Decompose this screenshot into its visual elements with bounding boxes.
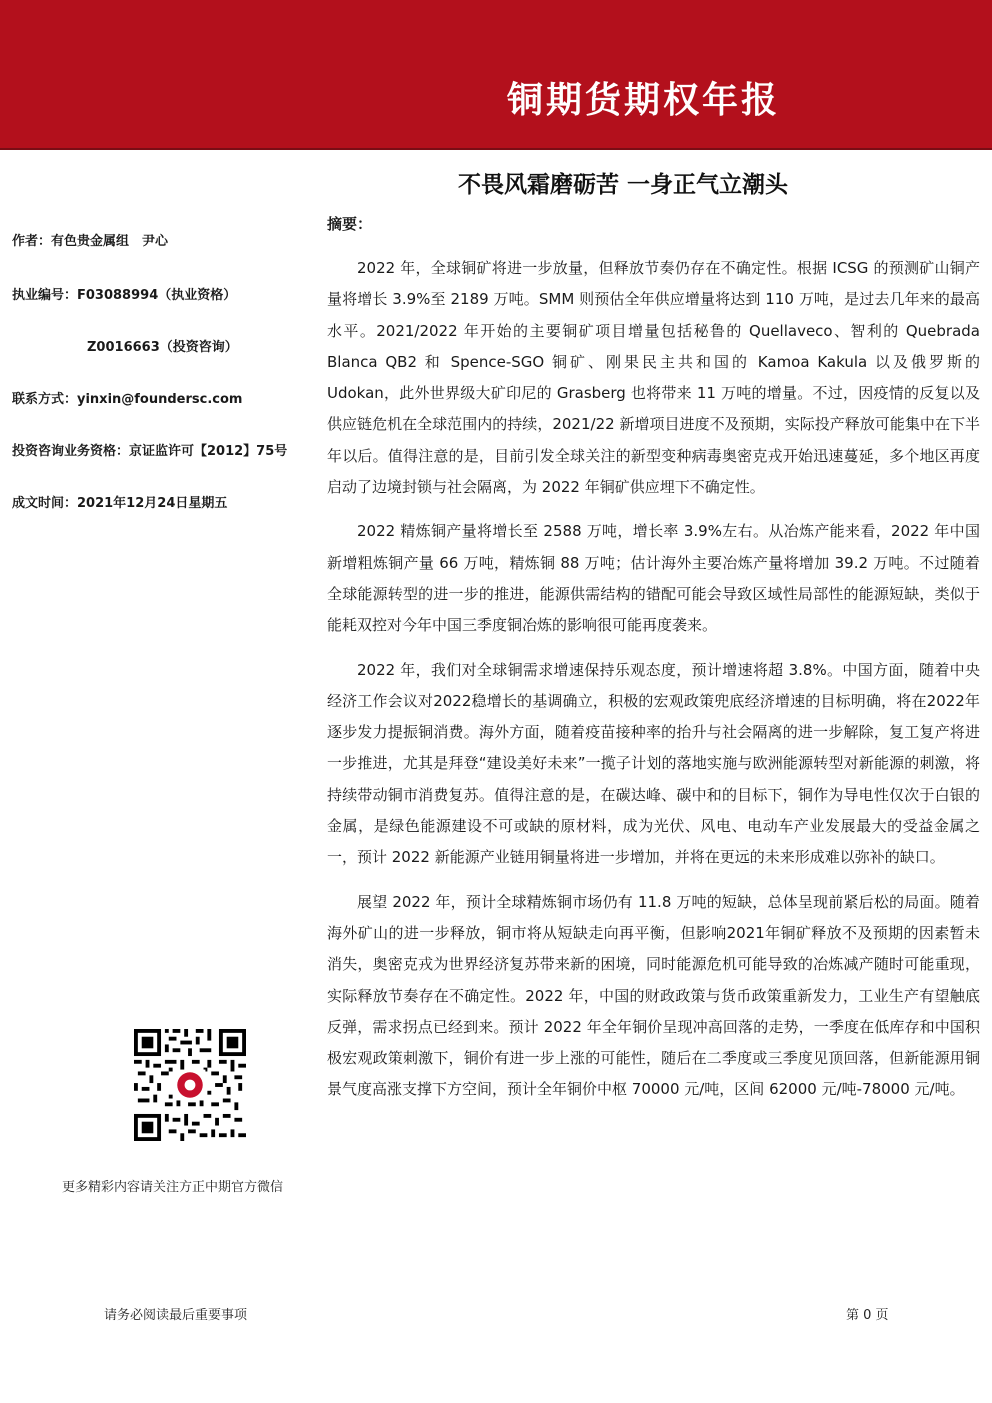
qr-code-icon[interactable] [134, 1029, 246, 1141]
paragraph-outlook: 展望 2022 年，预计全球精炼铜市场仍有 11.8 万吨的短缺，总体呈现前紧后松的局面。随着海外矿山的进一步释放，铜市将从短缺走向再平衡，但影响2021年铜矿释放不及预期的因素暂未消失，奥密克戎为世界经济复苏带来新的困境，同时能源危机可能导致的冶炼减产随时可能重现，实际释放节奏存在不确定性。2022 年，中国的财政政策与货币政策重新发力，工业生产有望触底反弹，需求拐点已经到来。预计 2022 年全年铜价呈现冲高回落的走势，一季度在低库存和中国积极宏观政策刺激下，铜价有进一步上涨的可能性，随后在二季度或三季度见顶回落，但新能源用铜景气度高涨支撑下方空间，预计全年铜价中枢 70000 元/吨，区间 62000 元/吨-78000 元/吨。 [327, 892, 980, 1099]
qualification-line: 投资咨询业务资格：京证监许可【2012】75号 [12, 444, 288, 459]
author-line: 作者：有色贵金属组 尹心 [12, 234, 169, 249]
abstract-body [327, 253, 980, 1119]
banner-divider [0, 148, 992, 150]
license-number: 执业编号：F03088994（执业资格） [12, 288, 237, 303]
report-type-title: 铜期货期权年报 [506, 79, 780, 121]
paragraph-supply: 2022 年，全球铜矿将进一步放量，但释放节奏仍存在不确定性。根据 ICSG 的预测矿山铜产量将增长 3.9%至 2189 万吨。SMM 则预估全年供应增量将达到 110 万吨，是过去几年来的最高水平。2021/2022 年开始的主要铜矿项目增量包括秘鲁的 Quellaveco、智利的 Quebrada Blanca QB2 和 Spence-SGO 铜矿、刚果民主共和国的 Kamoa Kakula 以及俄罗斯的 Udokan，此外世界级大矿印尼的 Grasberg 也将带来 11 万吨的增量。不过，因疫情的反复以及供应链危机在全球范围内的持续，2021/22 新增项目进度不及预期，实际投产释放可能集中在下半年以后。值得注意的是，目前引发全球关注的新型变种病毒奥密克戎开始迅速蔓延，多个地区再度启动了边境封锁与社会隔离，为 2022 年铜矿供应埋下不确定性。 [327, 259, 980, 497]
paragraph-demand: 2022 年，我们对全球铜需求增速保持乐观态度，预计增速将超 3.8%。中国方面，随着中央经济工作会议对2022稳增长的基调确立，积极的宏观政策兜底经济增速的目标明确，将在2022年逐步发力提振铜消费。海外方面，随着疫苗接种率的抬升与社会隔离的进一步解除，复工复产将进一步推进，尤其是拜登“建设美好未来”一揽子计划的落地实施与欧洲能源转型对新能源的刺激，将持续带动铜市消费复苏。值得注意的是，在碳达峰、碳中和的目标下，铜作为导电性仅次于白银的金属，是绿色能源建设不可或缺的原材料，成为光伏、风电、电动车产业发展最大的受益金属之一，预计 2022 新能源产业链用铜量将进一步增加，并将在更远的未来形成难以弥补的缺口。 [327, 660, 980, 867]
report-title: 不畏风霜磨砺苦 一身正气立潮头 [458, 171, 789, 198]
paragraph-refined: 2022 精炼铜产量将增长至 2588 万吨，增长率 3.9%左右。从冶炼产能来看，2022 年中国新增粗炼铜产量 66 万吨，精炼铜 88 万吨；估计海外主要冶炼产量将增加 39.2 万吨。不过随着全球能源转型的进一步的推进，能源供需结构的错配可能会导致区域性局部性的能源短缺，类似于能耗双控对今年中国三季度铜冶炼的影响很可能再度袭来。 [327, 522, 980, 635]
contact-email[interactable]: 联系方式：yinxin@foundersc.com [12, 392, 243, 407]
qr-caption: 更多精彩内容请关注方正中期官方微信 [62, 1180, 284, 1195]
license-number-2: Z0016663（投资咨询） [87, 340, 238, 355]
header-banner [0, 0, 992, 148]
qr-code-graphic [134, 1029, 246, 1141]
footer-notice: 请务必阅读最后重要事项 [104, 1308, 248, 1323]
abstract-label: 摘要： [327, 215, 373, 233]
date-line: 成文时间：2021年12月24日星期五 [12, 496, 228, 511]
page-number: 第 0 页 [846, 1308, 889, 1323]
